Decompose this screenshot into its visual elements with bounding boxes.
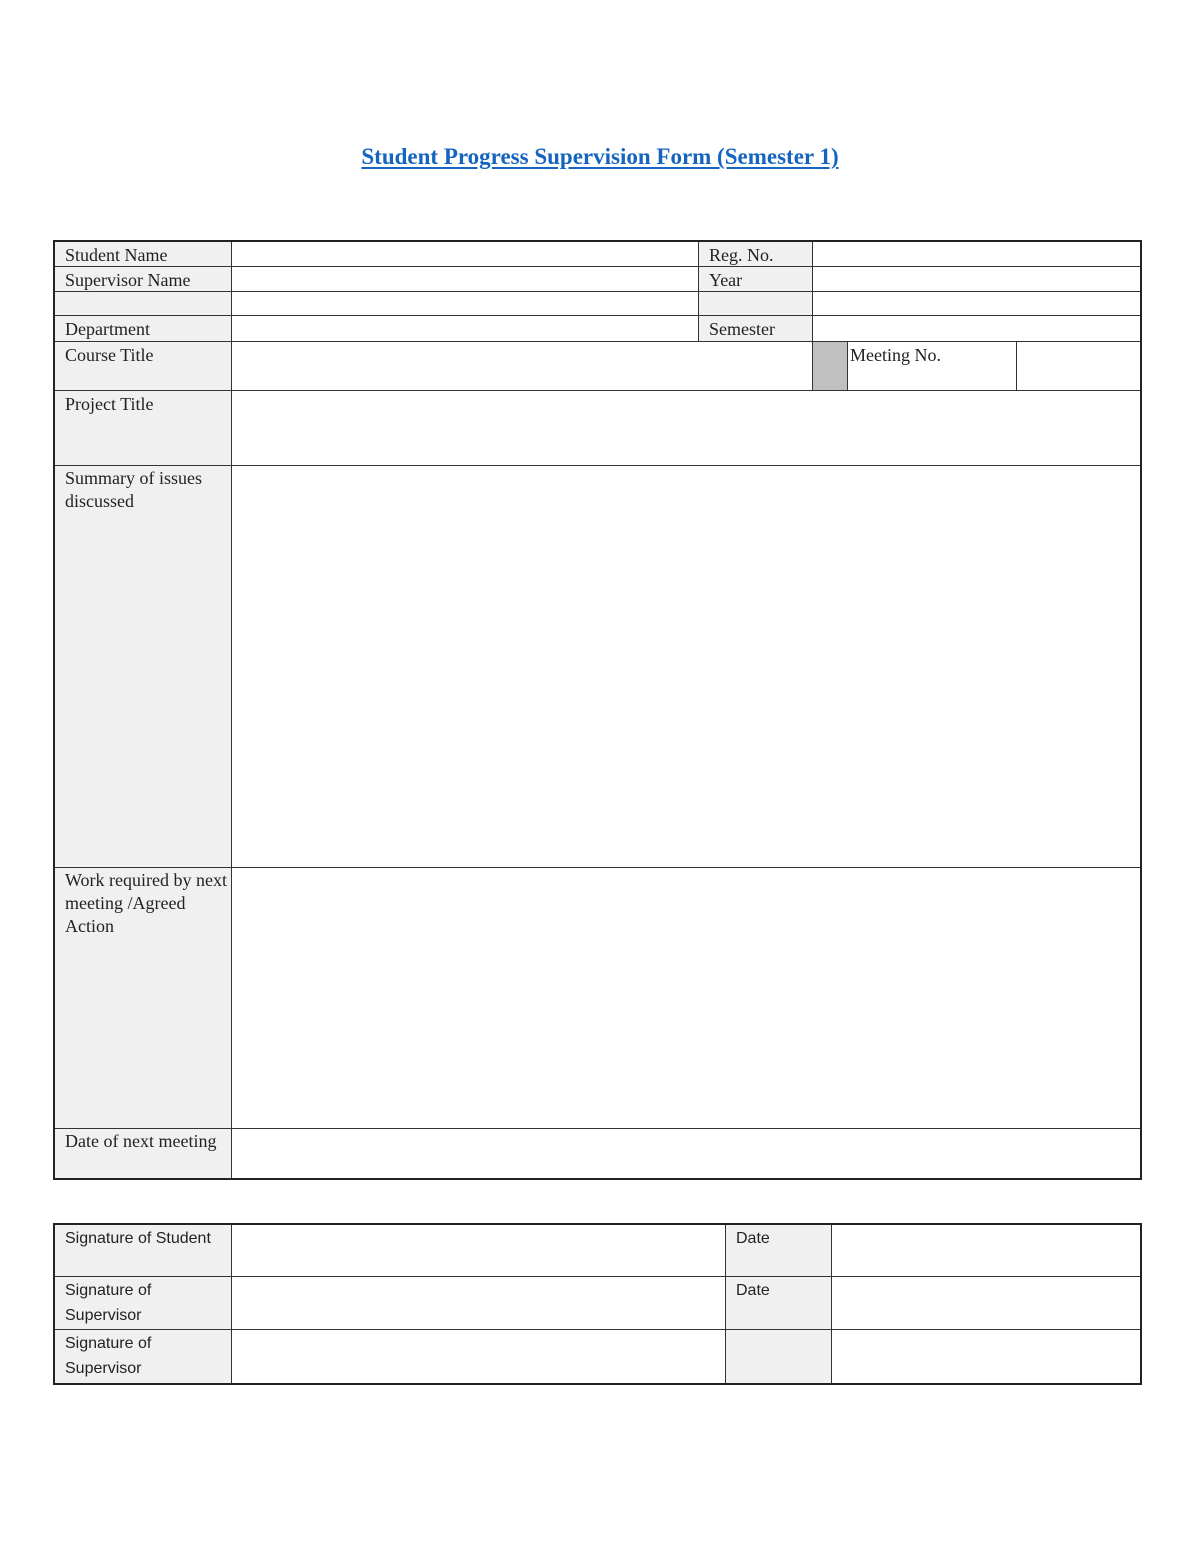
student-name-label: Student Name: [54, 241, 232, 267]
summary-field[interactable]: [231, 465, 1141, 868]
course-title-label: Course Title: [54, 341, 232, 391]
next-meeting-field[interactable]: [231, 1128, 1141, 1179]
date-field-1[interactable]: [831, 1224, 1141, 1277]
student-signature-field[interactable]: [231, 1224, 726, 1277]
student-signature-label: Signature of Student: [54, 1224, 232, 1277]
date-field-2[interactable]: [831, 1276, 1141, 1330]
date-label-2: Date: [725, 1276, 832, 1330]
empty-field-cell[interactable]: [231, 291, 699, 316]
year-field[interactable]: [812, 266, 1141, 292]
project-title-field[interactable]: [231, 390, 1141, 466]
next-meeting-label: Date of next meeting: [54, 1128, 232, 1179]
semester-label: Semester: [698, 315, 813, 342]
project-title-label: Project Title: [54, 390, 232, 466]
summary-label: Summary of issues discussed: [54, 465, 232, 868]
supervisor-signature-label-2: Signature of Supervisor: [54, 1329, 232, 1384]
meeting-no-field[interactable]: [1016, 341, 1141, 391]
work-required-label: Work required by next meeting /Agreed Action: [54, 867, 232, 1129]
empty-label-cell-2: [698, 291, 813, 316]
semester-field[interactable]: [812, 315, 1141, 342]
reg-no-label: Reg. No.: [698, 241, 813, 267]
course-title-field[interactable]: [231, 341, 813, 391]
work-required-field[interactable]: [231, 867, 1141, 1129]
shaded-cell: [812, 341, 848, 391]
empty-field-cell-2[interactable]: [812, 291, 1141, 316]
department-field[interactable]: [231, 315, 699, 342]
supervisor-signature-field-2[interactable]: [231, 1329, 726, 1384]
empty-label-cell-3: [725, 1329, 832, 1384]
meeting-no-label: Meeting No.: [847, 341, 1017, 391]
form-title: Student Progress Supervision Form (Semester 1): [361, 144, 839, 169]
supervisor-signature-field-1[interactable]: [231, 1276, 726, 1330]
date-label-1: Date: [725, 1224, 832, 1277]
department-label: Department: [54, 315, 232, 342]
supervisor-name-label: Supervisor Name: [54, 266, 232, 292]
reg-no-field[interactable]: [812, 241, 1141, 267]
student-name-field[interactable]: [231, 241, 699, 267]
year-label: Year: [698, 266, 813, 292]
supervisor-name-field[interactable]: [231, 266, 699, 292]
supervisor-signature-label-1: Signature of Supervisor: [54, 1276, 232, 1330]
date-field-3[interactable]: [831, 1329, 1141, 1384]
empty-label-cell: [54, 291, 232, 316]
